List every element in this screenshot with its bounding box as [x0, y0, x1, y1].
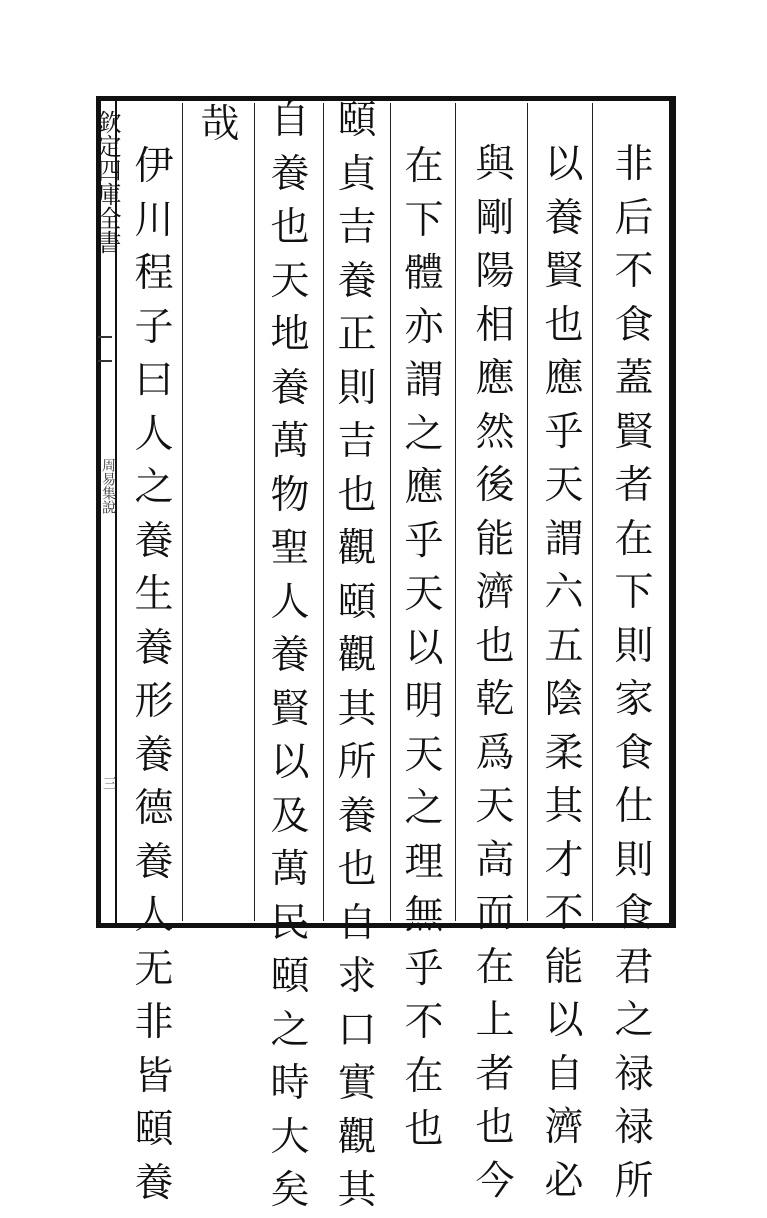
glyph: 其 — [337, 686, 377, 732]
glyph: 形 — [134, 679, 174, 724]
glyph: 賢 — [614, 409, 654, 455]
glyph: 則 — [337, 365, 377, 411]
text-column-1 — [604, 138, 664, 1204]
glyph: 無 — [404, 893, 444, 938]
text-column-4 — [394, 140, 454, 1152]
glyph: 觀 — [337, 526, 377, 571]
glyph: 哉 — [200, 102, 240, 147]
glyph: 與 — [475, 142, 515, 187]
column-rule — [254, 103, 255, 921]
glyph: 正 — [337, 312, 377, 357]
glyph: 后 — [614, 195, 654, 241]
glyph: 者 — [475, 1051, 515, 1097]
glyph: 所 — [337, 740, 377, 785]
glyph: 地 — [270, 312, 310, 357]
glyph: 體 — [404, 251, 444, 296]
glyph: 食 — [614, 730, 654, 776]
glyph: 濟 — [544, 1105, 584, 1150]
glyph: 大 — [270, 1114, 310, 1160]
glyph: 才 — [544, 837, 584, 883]
glyph: 養 — [337, 258, 377, 304]
glyph: 自 — [270, 98, 310, 143]
glyph: 自 — [544, 1051, 584, 1097]
glyph: 養 — [544, 195, 584, 241]
glyph: 伊 — [134, 144, 174, 189]
text-column-7 — [190, 98, 250, 878]
glyph: 下 — [404, 197, 444, 243]
glyph: 人 — [270, 579, 310, 625]
glyph: 六 — [544, 570, 584, 615]
text-column-5 — [327, 94, 387, 1213]
glyph: 今 — [475, 1158, 515, 1204]
glyph: 然 — [475, 409, 515, 455]
glyph: 不 — [544, 891, 584, 936]
glyph: 不 — [614, 249, 654, 294]
glyph: 亦 — [404, 304, 444, 350]
glyph: 吉 — [337, 205, 377, 250]
glyph: 自 — [337, 900, 377, 946]
glyph: 乾 — [475, 677, 515, 722]
glyph: 頤 — [337, 579, 377, 625]
column-rule — [527, 103, 528, 921]
glyph: 天 — [404, 572, 444, 617]
glyph: 及 — [270, 793, 310, 839]
glyph: 乎 — [404, 946, 444, 992]
glyph: 曰 — [134, 358, 174, 403]
glyph: 陽 — [475, 249, 515, 294]
glyph: 養 — [134, 732, 174, 778]
glyph: 食 — [614, 302, 654, 348]
margin-page-number: 三 — [101, 776, 117, 790]
glyph: 後 — [475, 463, 515, 508]
glyph: 也 — [475, 1105, 515, 1150]
glyph: 高 — [475, 837, 515, 883]
glyph: 者 — [614, 463, 654, 508]
glyph: 所 — [614, 1158, 654, 1204]
text-column-3 — [465, 138, 525, 1204]
glyph: 非 — [614, 142, 654, 187]
glyph: 禄 — [614, 1051, 654, 1097]
glyph: 時 — [270, 1061, 310, 1106]
glyph: 養 — [134, 1160, 174, 1206]
glyph: 民 — [270, 900, 310, 946]
glyph: 而 — [475, 891, 515, 936]
glyph: 乎 — [404, 518, 444, 564]
glyph: 必 — [544, 1158, 584, 1204]
glyph: 能 — [475, 516, 515, 562]
glyph: 聖 — [270, 526, 310, 571]
glyph: 五 — [544, 623, 584, 669]
glyph: 矣 — [270, 1168, 310, 1213]
glyph: 皆 — [134, 1053, 174, 1099]
glyph: 蓋 — [614, 356, 654, 401]
glyph: 謂 — [404, 358, 444, 403]
glyph: 賢 — [270, 686, 310, 732]
glyph: 也 — [404, 1107, 444, 1152]
glyph: 天 — [475, 784, 515, 829]
glyph: 君 — [614, 944, 654, 990]
glyph: 養 — [270, 151, 310, 197]
glyph: 其 — [544, 784, 584, 829]
glyph: 頤 — [134, 1107, 174, 1152]
glyph: 剛 — [475, 195, 515, 241]
column-rule — [390, 103, 391, 921]
glyph: 以 — [270, 740, 310, 785]
glyph: 以 — [404, 625, 444, 671]
glyph: 也 — [475, 623, 515, 669]
glyph: 則 — [614, 837, 654, 883]
glyph: 人 — [134, 893, 174, 938]
glyph: 家 — [614, 677, 654, 722]
glyph: 以 — [544, 142, 584, 187]
glyph: 求 — [337, 954, 377, 999]
glyph: 禄 — [614, 1105, 654, 1150]
glyph: 也 — [337, 472, 377, 518]
glyph: 不 — [404, 1000, 444, 1045]
glyph: 在 — [614, 516, 654, 562]
glyph: 養 — [134, 625, 174, 671]
glyph: 也 — [337, 847, 377, 892]
glyph: 其 — [337, 1168, 377, 1213]
glyph: 能 — [544, 944, 584, 990]
glyph: 應 — [544, 356, 584, 401]
text-column-2 — [534, 138, 594, 1204]
margin-title: 欽定四庫全書 — [93, 110, 121, 254]
glyph: 生 — [134, 572, 174, 617]
glyph: 之 — [404, 786, 444, 831]
glyph: 下 — [614, 570, 654, 615]
glyph: 天 — [404, 732, 444, 778]
glyph: 之 — [614, 998, 654, 1043]
glyph: 子 — [134, 304, 174, 350]
glyph: 无 — [134, 946, 174, 992]
glyph: 則 — [614, 623, 654, 669]
glyph: 養 — [134, 518, 174, 564]
glyph: 養 — [337, 793, 377, 839]
glyph: 人 — [134, 411, 174, 457]
glyph: 養 — [134, 839, 174, 885]
glyph: 頤 — [337, 98, 377, 143]
glyph: 相 — [475, 302, 515, 348]
glyph: 之 — [270, 1007, 310, 1053]
glyph: 明 — [404, 679, 444, 724]
glyph: 也 — [270, 205, 310, 250]
glyph: 觀 — [337, 1114, 377, 1160]
glyph: 柔 — [544, 730, 584, 776]
glyph: 食 — [614, 891, 654, 936]
glyph: 濟 — [475, 570, 515, 615]
glyph: 德 — [134, 786, 174, 831]
glyph: 在 — [475, 944, 515, 990]
column-rule — [323, 103, 324, 921]
glyph: 貞 — [337, 151, 377, 197]
text-column-8 — [124, 140, 184, 1206]
glyph: 在 — [404, 144, 444, 189]
glyph: 物 — [270, 472, 310, 518]
glyph: 也 — [544, 302, 584, 348]
glyph: 川 — [134, 197, 174, 243]
glyph: 爲 — [475, 730, 515, 776]
glyph: 頤 — [270, 954, 310, 999]
glyph: 理 — [404, 839, 444, 885]
glyph: 在 — [404, 1053, 444, 1099]
fish-tail-mark — [98, 336, 112, 362]
text-column-6 — [260, 94, 320, 1213]
glyph: 之 — [134, 465, 174, 510]
glyph: 賢 — [544, 249, 584, 294]
glyph: 乎 — [544, 409, 584, 455]
glyph: 上 — [475, 998, 515, 1043]
glyph: 實 — [337, 1061, 377, 1106]
glyph: 非 — [134, 1000, 174, 1045]
glyph: 觀 — [337, 633, 377, 678]
glyph: 萬 — [270, 847, 310, 892]
glyph: 吉 — [337, 419, 377, 464]
glyph: 養 — [270, 365, 310, 411]
glyph: 萬 — [270, 419, 310, 464]
glyph: 應 — [404, 465, 444, 510]
margin-book-title: 周易集說 — [100, 458, 116, 514]
glyph: 天 — [544, 463, 584, 508]
glyph: 應 — [475, 356, 515, 401]
glyph: 口 — [337, 1007, 377, 1053]
glyph: 仕 — [614, 784, 654, 829]
glyph: 養 — [270, 633, 310, 678]
column-rule — [455, 103, 456, 921]
glyph: 之 — [404, 411, 444, 457]
glyph: 程 — [134, 251, 174, 296]
glyph: 陰 — [544, 677, 584, 722]
glyph: 天 — [270, 258, 310, 304]
glyph: 謂 — [544, 516, 584, 562]
glyph: 以 — [544, 998, 584, 1043]
